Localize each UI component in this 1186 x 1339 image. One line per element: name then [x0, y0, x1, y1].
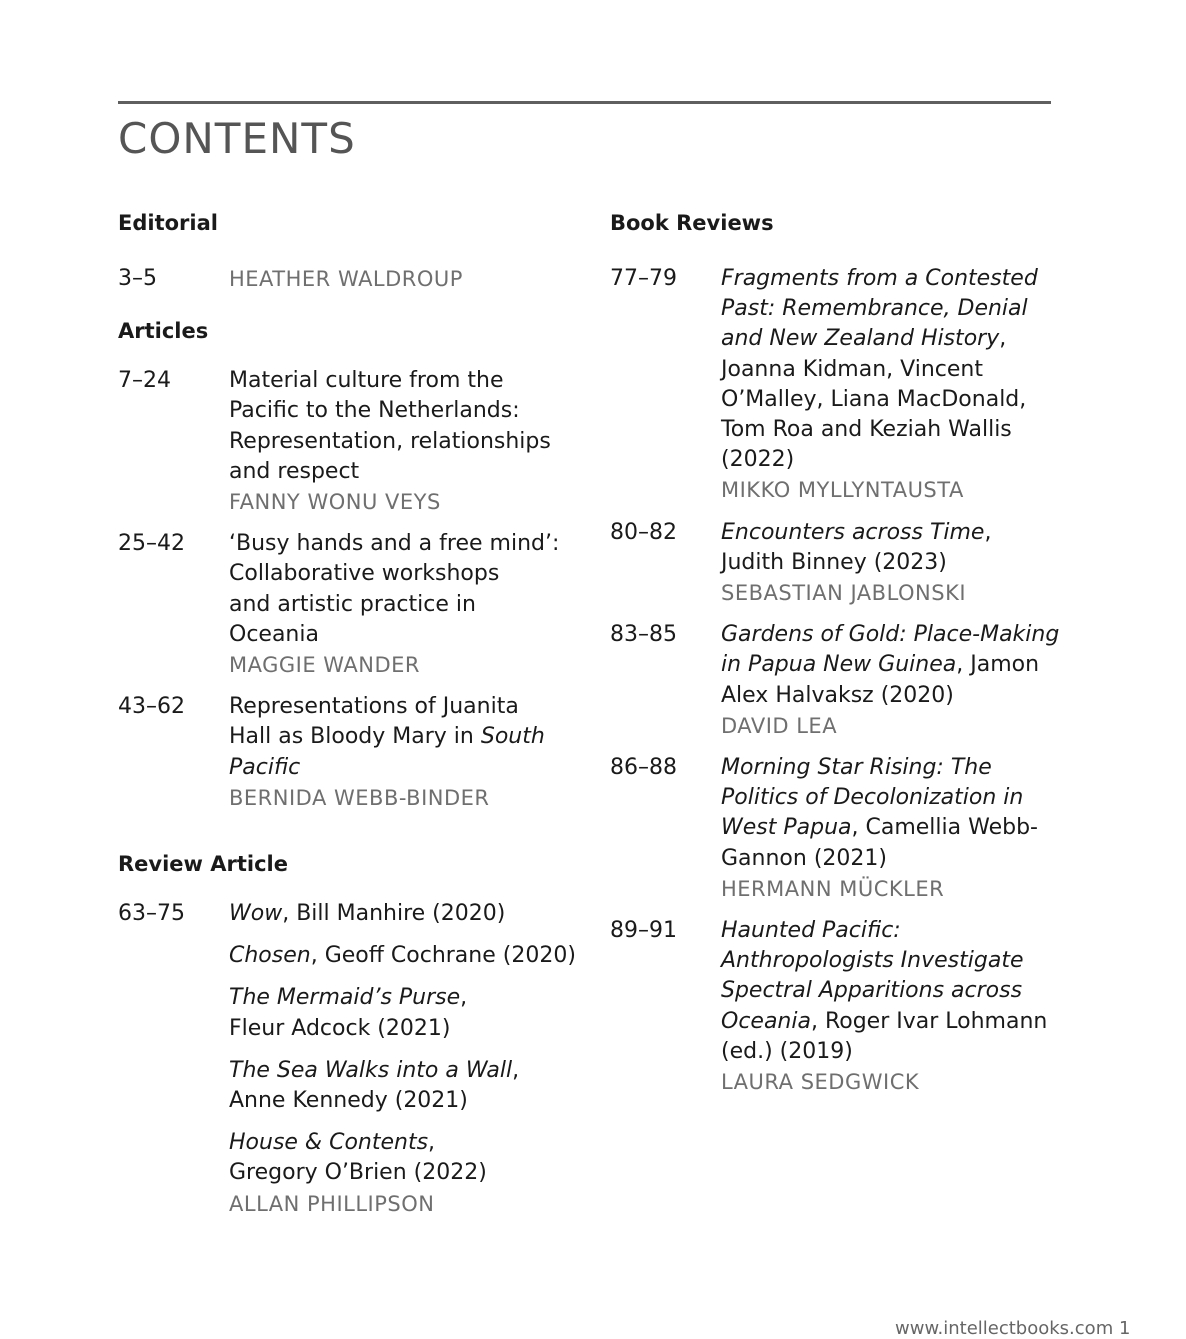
page-range: 80–82 — [610, 519, 677, 545]
author-name: DAVID LEA — [721, 713, 838, 738]
article-title-line: and respect — [229, 458, 360, 484]
section-heading-editorial: Editorial — [118, 211, 218, 235]
toc-entry-book-review[interactable] — [610, 753, 1080, 904]
book-line: The Sea Walks into a Wall, — [229, 1057, 520, 1083]
book-author-line: Judith Binney (2023) — [721, 549, 947, 575]
page-range: 86–88 — [610, 755, 677, 781]
article-title-line: Hall as Bloody Mary in South — [229, 724, 545, 750]
toc-entry-book-review[interactable] — [610, 916, 1080, 1097]
author-name: SEBASTIAN JABLONSKI — [721, 581, 967, 606]
top-rule — [118, 101, 1051, 104]
footer-url: www.intellectbooks.com 1 — [895, 1318, 1131, 1339]
toc-entry-review-article[interactable] — [118, 899, 578, 1219]
article-title-line: Material culture from the — [229, 368, 504, 394]
book-line: Chosen, Geoff Cochrane (2020) — [229, 943, 576, 969]
toc-entry-book-review[interactable] — [610, 518, 1080, 609]
book-line: House & Contents, — [229, 1130, 436, 1156]
toc-entry-article[interactable] — [118, 529, 578, 680]
page-title: CONTENTS — [118, 114, 356, 163]
section-heading-book-reviews: Book Reviews — [610, 211, 774, 235]
book-author-line: (ed.) (2019) — [721, 1038, 853, 1064]
book-title-line: Oceania, Roger Ivar Lohmann — [721, 1008, 1048, 1034]
toc-entry-article[interactable] — [118, 366, 578, 517]
page-range: 43–62 — [118, 694, 185, 720]
author-name: MIKKO MYLLYNTAUSTA — [721, 478, 964, 503]
book-title-line: West Papua, Camellia Webb- — [721, 815, 1038, 841]
page-range: 63–75 — [118, 901, 185, 927]
article-title-line: Representation, relationships — [229, 428, 551, 454]
left-column — [118, 208, 578, 1219]
book-title-line: and New Zealand History, — [721, 326, 1007, 352]
author-name: FANNY WONU VEYS — [229, 490, 441, 515]
book-title-line: Spectral Apparitions across — [721, 978, 1023, 1004]
book-title-line: Gardens of Gold: Place-Making — [721, 622, 1060, 648]
author-name: MAGGIE WANDER — [229, 653, 421, 678]
page-range: 77–79 — [610, 266, 677, 291]
article-title-line: Pacific to the Netherlands: — [229, 398, 520, 424]
book-title-line: Morning Star Rising: The — [721, 755, 992, 781]
author-name: BERNIDA WEBB-BINDER — [229, 785, 490, 810]
page-range: 3–5 — [118, 266, 157, 291]
article-title-line: Pacific — [229, 754, 301, 780]
article-title-line: Oceania — [229, 621, 319, 647]
book-line: Wow, Bill Manhire (2020) — [229, 901, 506, 927]
article-title-line: and artistic practice in — [229, 591, 476, 617]
toc-entry-article[interactable] — [118, 692, 578, 813]
book-line: Gregory O’Brien (2022) — [229, 1160, 487, 1186]
book-author-line: O’Malley, Liana MacDonald, — [721, 386, 1027, 412]
toc-entry-book-review[interactable] — [610, 620, 1080, 741]
page-range: 7–24 — [118, 368, 171, 394]
book-title-line: Encounters across Time, — [721, 519, 992, 545]
page-range: 83–85 — [610, 622, 677, 648]
section-heading-review-article: Review Article — [118, 852, 288, 877]
section-heading-articles: Articles — [118, 319, 209, 344]
book-author-line: Joanna Kidman, Vincent — [721, 356, 983, 382]
book-title-line: Politics of Decolonization in — [721, 785, 1024, 811]
author-name: ALLAN PHILLIPSON — [229, 1191, 435, 1216]
book-line: Fleur Adcock (2021) — [229, 1015, 451, 1041]
author-name: HERMANN MÜCKLER — [721, 876, 945, 901]
book-title-line: Anthropologists Investigate — [721, 948, 1024, 974]
book-author-line: Tom Roa and Keziah Wallis (2022) — [721, 417, 1012, 473]
article-title-line: Collaborative workshops — [229, 561, 500, 587]
article-title-line: ‘Busy hands and a free mind’: — [229, 531, 560, 557]
toc-entry-book-review[interactable] — [610, 264, 1080, 506]
right-column — [610, 208, 1080, 1097]
toc-entry-editorial[interactable] — [118, 264, 578, 294]
book-title-line: Fragments from a Contested — [721, 266, 1038, 291]
book-author-line: Gannon (2021) — [721, 845, 887, 871]
book-line: The Mermaid’s Purse, — [229, 985, 468, 1011]
article-title-line: Representations of Juanita — [229, 694, 519, 720]
page-range: 89–91 — [610, 918, 677, 944]
book-title-line: Past: Remembrance, Denial — [721, 296, 1028, 322]
book-line: Anne Kennedy (2021) — [229, 1088, 468, 1114]
book-author-line: Alex Halvaksz (2020) — [721, 682, 954, 708]
book-title-line: Haunted Pacific: — [721, 918, 901, 944]
author-name: LAURA SEDGWICK — [721, 1070, 920, 1095]
author-name: HEATHER WALDROUP — [229, 267, 463, 291]
page-range: 25–42 — [118, 531, 185, 557]
book-title-line: in Papua New Guinea, Jamon — [721, 652, 1040, 678]
